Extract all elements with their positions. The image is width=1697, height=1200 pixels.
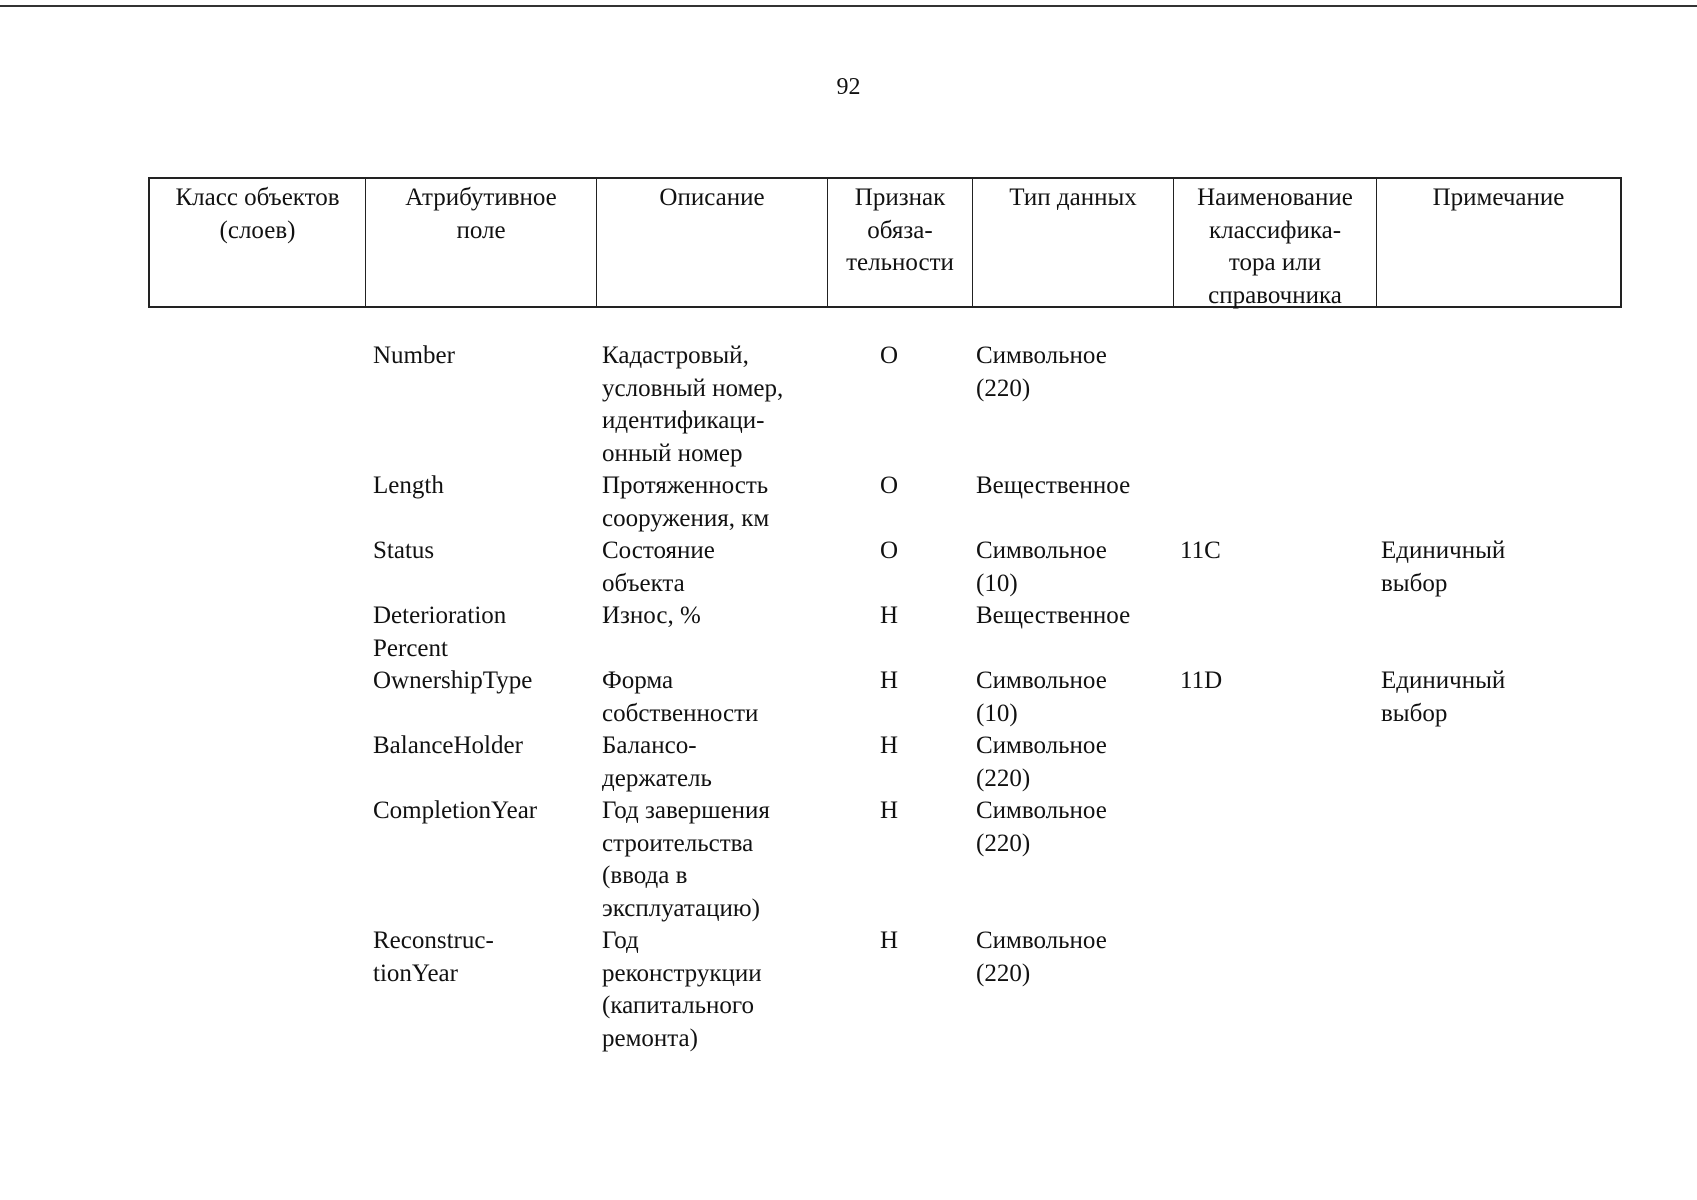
attribute-cell: BalanceHolder — [373, 732, 523, 759]
description-cell: Износ, % — [602, 602, 701, 629]
description-cell: Состояние объекта — [602, 537, 715, 597]
description-cell: Протяженность сооружения, км — [602, 472, 770, 532]
data-type-cell: Символьное (220) — [976, 342, 1107, 402]
header-description: Описание — [597, 179, 828, 306]
header-classifier: Наименование классифика- тора или справочника — [1174, 179, 1377, 306]
description-cell: Балансо- держатель — [602, 732, 712, 792]
header-object-class: Класс объектов (слоев) — [150, 179, 366, 306]
attribute-cell: OwnershipType — [373, 667, 533, 694]
required-cell: Н — [880, 732, 899, 759]
description-cell: Год завершения строительства (ввода в эксплуатацию) — [602, 797, 770, 922]
attribute-cell: Deterioration Percent — [373, 602, 507, 662]
note-cell: Единичный выбор — [1381, 667, 1506, 727]
data-type-cell: Символьное (10) — [976, 667, 1107, 727]
attribute-cell: Reconstruc- tionYear — [373, 927, 494, 987]
data-type-cell: Символьное (10) — [976, 537, 1107, 597]
header-required: Признак обяза- тельности — [828, 179, 973, 306]
required-cell: Н — [880, 667, 899, 694]
required-cell: О — [880, 342, 899, 369]
attribute-cell: CompletionYear — [373, 797, 538, 824]
description-cell: Год реконструкции (капитального ремонта) — [602, 927, 762, 1052]
table-header — [148, 177, 1622, 308]
data-type-cell: Символьное (220) — [976, 732, 1107, 792]
classifier-cell: 11D — [1180, 667, 1223, 694]
note-cell: Единичный выбор — [1381, 537, 1506, 597]
data-type-cell: Вещественное — [976, 602, 1131, 629]
description-cell: Форма собственности — [602, 667, 759, 727]
header-note: Примечание — [1432, 184, 1565, 211]
attribute-cell: Status — [373, 537, 435, 564]
header-attribute-field: Атрибутивное поле — [366, 179, 597, 306]
attribute-cell: Number — [373, 342, 455, 369]
data-type-cell: Символьное (220) — [976, 927, 1107, 987]
header-data-type: Тип данных — [973, 179, 1174, 306]
required-cell: Н — [880, 602, 899, 629]
required-cell: Н — [880, 797, 899, 824]
required-cell: О — [880, 472, 899, 499]
required-cell: Н — [880, 927, 899, 954]
top-rule — [0, 5, 1697, 7]
attribute-cell: Length — [373, 472, 444, 499]
data-type-cell: Символьное (220) — [976, 797, 1107, 857]
description-cell: Кадастровый, условный номер, идентификаци- онный номер — [602, 342, 784, 467]
data-type-cell: Вещественное — [976, 472, 1131, 499]
classifier-cell: 11С — [1180, 537, 1221, 564]
required-cell: О — [880, 537, 899, 564]
page-number: 92 — [836, 74, 861, 100]
